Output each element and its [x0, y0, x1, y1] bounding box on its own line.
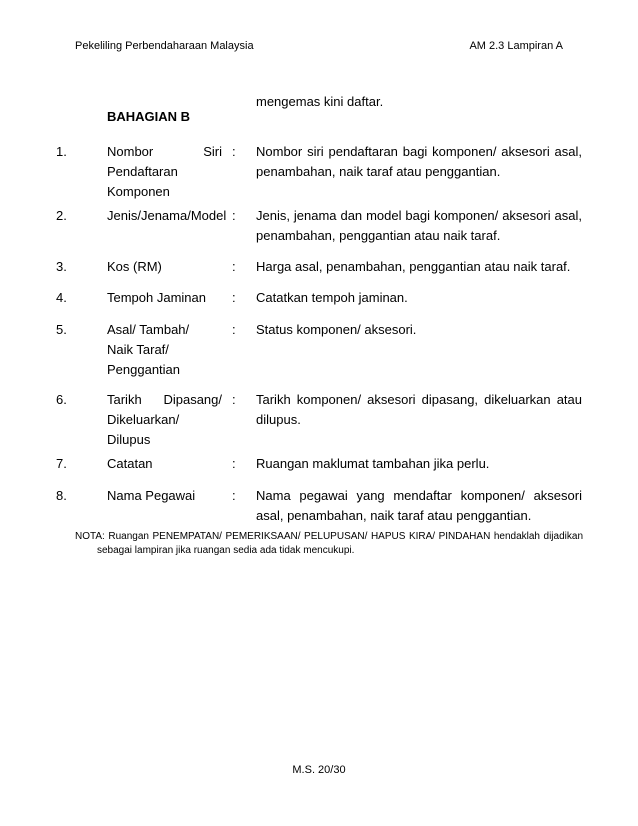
item-description: Status komponen/ aksesori.	[256, 322, 417, 337]
item-label-line: Nama Pegawai	[107, 488, 196, 503]
item-label-line: Penggantian	[107, 362, 181, 377]
item-number: 7.	[56, 456, 67, 471]
page-number: M.S. 20/30	[292, 764, 346, 776]
item-label	[107, 206, 227, 226]
continuation-text: mengemas kini daftar.	[256, 94, 384, 109]
item-colon: :	[232, 322, 236, 337]
note-text	[75, 530, 583, 558]
item-number: 8.	[56, 488, 67, 503]
item-colon: :	[232, 259, 236, 274]
note-line-1: NOTA: Ruangan PENEMPATAN/ PEMERIKSAAN/ PELUPUSAN/ HAPUS KIRA/ PINDAHAN hendaklah dijadikan	[75, 531, 583, 542]
header-right: AM 2.3 Lampiran A	[469, 40, 563, 52]
item-number: 2.	[56, 208, 67, 223]
item-description: Jenis, jenama dan model bagi komponen/ aksesori asal, penambahan, penggantian atau naik taraf.	[256, 208, 582, 243]
header-left: Pekeliling Perbendaharaan Malaysia	[75, 40, 254, 52]
item-colon: :	[232, 208, 236, 223]
item-colon: :	[232, 488, 236, 503]
item-label-line: Naik Taraf/	[107, 342, 169, 357]
item-description: Harga asal, penambahan, penggantian atau naik taraf.	[256, 259, 571, 274]
item-colon: :	[232, 392, 236, 407]
item-label	[107, 257, 222, 277]
item-label-line: Jenis/Jenama/Model	[107, 208, 227, 223]
item-label-line: Tempoh Jaminan	[107, 290, 206, 305]
item-label	[107, 288, 222, 308]
item-label-line: Kos (RM)	[107, 259, 162, 274]
item-label-line: Catatan	[107, 456, 153, 471]
item-label-line: Asal/ Tambah/	[107, 322, 190, 337]
item-number: 3.	[56, 259, 67, 274]
item-number: 5.	[56, 322, 67, 337]
item-colon: :	[232, 144, 236, 159]
item-colon: :	[232, 290, 236, 305]
item-description: Nama pegawai yang mendaftar komponen/ aksesori asal, penambahan, naik taraf atau penggantian.	[256, 488, 582, 523]
item-description: Ruangan maklumat tambahan jika perlu.	[256, 456, 490, 471]
item-description: Tarikh komponen/ aksesori dipasang, dikeluarkan atau dilupus.	[256, 392, 582, 427]
item-label	[107, 454, 222, 474]
item-label	[107, 320, 222, 380]
item-description: Catatkan tempoh jaminan.	[256, 290, 408, 305]
item-label	[107, 486, 222, 506]
item-label-line: Tarikh Dipasang/	[107, 392, 222, 407]
item-description: Nombor siri pendaftaran bagi komponen/ aksesori asal, penambahan, naik taraf atau penggantian.	[256, 144, 582, 179]
item-label	[107, 390, 222, 450]
item-label-line: Komponen	[107, 184, 170, 199]
section-title: BAHAGIAN B	[107, 109, 191, 124]
item-label-line: Dikeluarkan/ Dilupus	[107, 412, 180, 447]
item-number: 6.	[56, 392, 67, 407]
item-number: 1.	[56, 144, 67, 159]
note-line-2: sebagai lampiran jika ruangan sedia ada tidak mencukupi.	[97, 545, 355, 556]
item-label-line: Pendaftaran	[107, 164, 178, 179]
item-colon: :	[232, 456, 236, 471]
item-label-line: Nombor Siri	[107, 144, 222, 159]
item-number: 4.	[56, 290, 67, 305]
item-label	[107, 142, 222, 202]
